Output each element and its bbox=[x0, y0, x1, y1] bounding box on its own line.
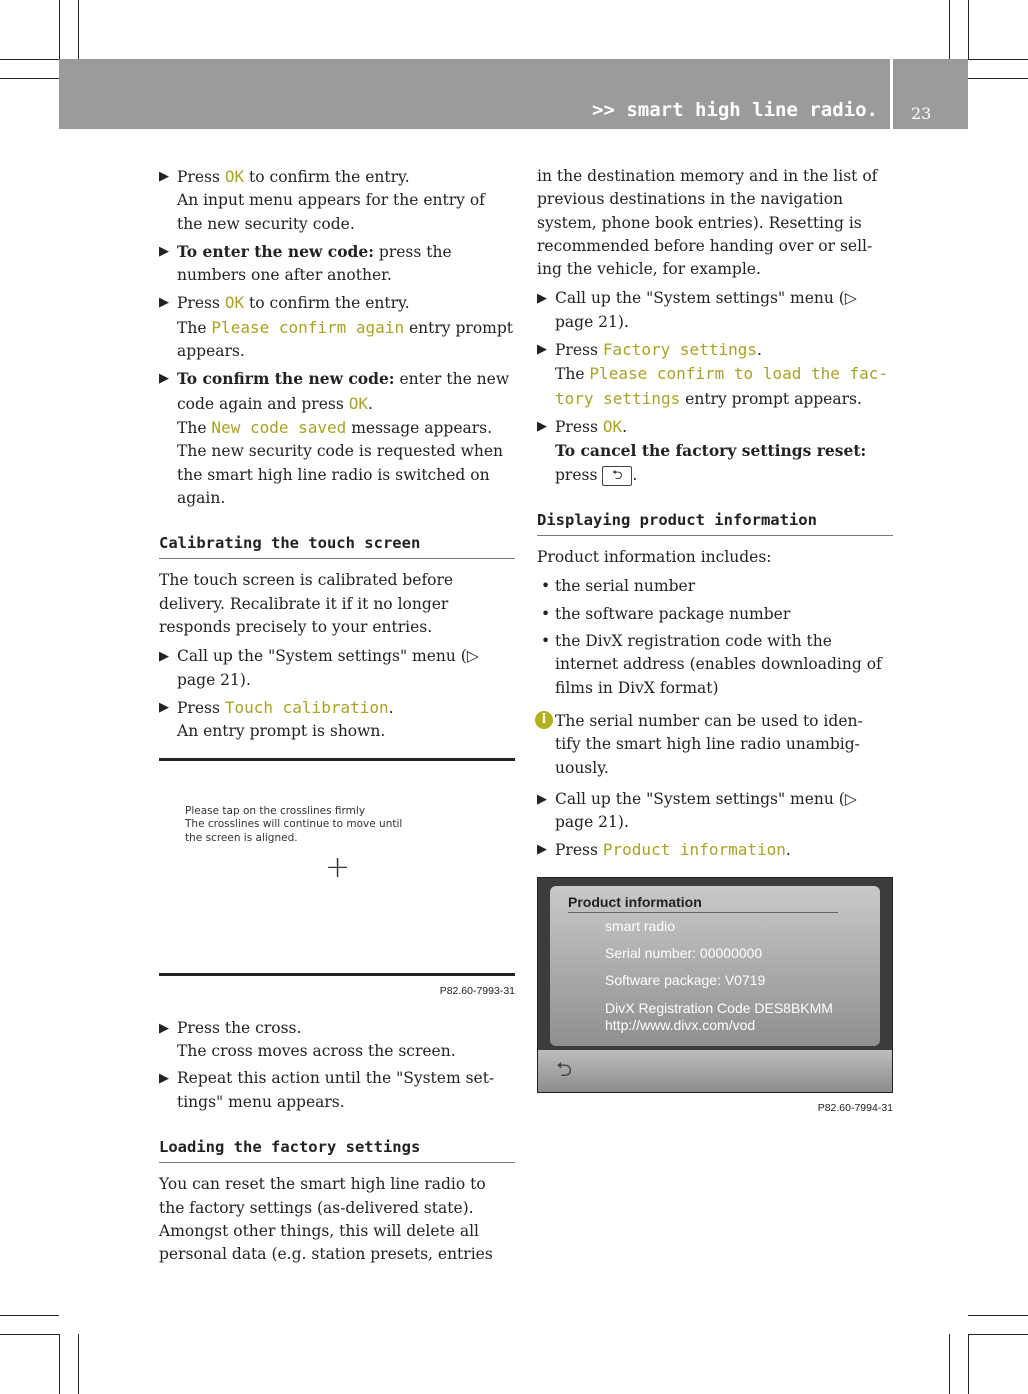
info-row: DivX Registration Code DES8BKMM bbox=[605, 999, 833, 1016]
header-bar bbox=[59, 59, 890, 129]
paragraph: Product information includes: bbox=[537, 548, 772, 567]
step bbox=[159, 1067, 515, 1114]
code-label: New code saved bbox=[211, 417, 347, 437]
list-item: • the software package number bbox=[541, 604, 791, 623]
text: the DivX registration code with the internet address (enables downloading of films in DivX format) bbox=[555, 632, 882, 697]
step-arrow-icon: ▶ bbox=[159, 371, 169, 387]
step-arrow-icon: ▶ bbox=[537, 791, 547, 807]
code-label: OK bbox=[224, 293, 245, 313]
text: Press bbox=[177, 168, 225, 186]
text: An entry prompt is shown. bbox=[177, 722, 386, 741]
divider bbox=[568, 912, 838, 913]
list-item: • the serial number bbox=[541, 577, 696, 596]
text: . bbox=[622, 417, 628, 436]
section-heading: Displaying product information bbox=[537, 509, 893, 536]
text: Call up the "System settings" menu (▷ page 21). bbox=[555, 789, 857, 832]
figure-reference: P82.60-7994-31 bbox=[817, 1101, 893, 1114]
code-label: OK bbox=[224, 167, 245, 186]
info-row: Serial number: 00000000 bbox=[605, 944, 763, 961]
code-label: OK bbox=[602, 416, 623, 436]
text: press bbox=[555, 465, 598, 484]
text: . bbox=[785, 841, 791, 860]
code-label: OK bbox=[348, 393, 368, 413]
step-arrow-icon: ▶ bbox=[159, 1071, 169, 1087]
step-arrow-icon: ▶ bbox=[159, 243, 169, 259]
code-label: Product information bbox=[602, 840, 786, 860]
text: Press bbox=[555, 341, 603, 360]
text: the serial number bbox=[555, 577, 696, 596]
bold-label: To confirm the new code: bbox=[177, 369, 395, 389]
text: enter the new code again and press bbox=[177, 370, 510, 413]
info-row: http://www.divx.com/vod bbox=[605, 1016, 756, 1033]
step-arrow-icon: ▶ bbox=[537, 418, 547, 434]
crosshair-icon[interactable]: + bbox=[325, 849, 351, 885]
text: the software package number bbox=[555, 604, 791, 623]
text: The crosslines will continue to move until bbox=[185, 818, 403, 831]
crop-mark bbox=[949, 1334, 950, 1394]
crop-mark bbox=[968, 78, 1028, 79]
step-arrow-icon: ▶ bbox=[537, 842, 547, 858]
step bbox=[159, 367, 515, 510]
step-arrow-icon: ▶ bbox=[159, 699, 169, 715]
paragraph: The touch screen is calibrated before delivery. Recalibrate it if it no longer responds precisely to your entries. bbox=[159, 571, 454, 637]
step: ▶ Press OK. To cancel the factory settings reset: press ⮌ . bbox=[537, 416, 867, 484]
crop-mark bbox=[0, 1315, 59, 1316]
text: Please tap on the crosslines firmly bbox=[185, 804, 366, 817]
step bbox=[159, 240, 515, 288]
left-column bbox=[159, 165, 515, 1273]
right-column bbox=[537, 165, 893, 1134]
text: The new security code is requested when the smart high line radio is switched on again. bbox=[177, 442, 503, 507]
step-arrow-icon: ▶ bbox=[159, 1020, 169, 1036]
section-heading: Calibrating the touch screen bbox=[159, 532, 515, 559]
text: Press bbox=[555, 841, 603, 860]
step bbox=[537, 788, 893, 835]
text: . bbox=[756, 341, 762, 360]
code-label: Please confirm to load the fac- tory settings bbox=[555, 364, 889, 408]
step-result: An input menu appears for the entry of the new security code. bbox=[177, 191, 485, 233]
code-label: Touch calibration bbox=[224, 697, 389, 717]
text: Call up the "System settings" menu (▷ page 21). bbox=[177, 647, 479, 689]
step bbox=[159, 291, 515, 363]
step bbox=[159, 696, 515, 744]
figure-reference: P82.60-7993-31 bbox=[439, 984, 515, 997]
crop-mark bbox=[968, 59, 1028, 60]
text: Repeat this action until the "System set- tings" menu appears. bbox=[177, 1069, 495, 1111]
step bbox=[159, 165, 515, 236]
text: . bbox=[367, 394, 373, 413]
screen-message bbox=[185, 805, 402, 846]
step-arrow-icon: ▶ bbox=[159, 649, 169, 665]
step bbox=[537, 338, 893, 411]
bold-label: To cancel the factory settings reset: bbox=[555, 441, 867, 461]
text: The bbox=[177, 418, 212, 437]
panel-title: Product information bbox=[568, 893, 702, 910]
text: to confirm the entry. bbox=[244, 168, 410, 186]
info-row: smart radio bbox=[605, 917, 676, 934]
step bbox=[159, 645, 515, 692]
text: entry prompt appears. bbox=[680, 389, 862, 408]
text: Press bbox=[555, 417, 603, 436]
crop-mark bbox=[0, 78, 59, 79]
calibration-screenshot bbox=[159, 758, 515, 976]
text: the screen is aligned. bbox=[185, 831, 298, 844]
crop-mark bbox=[0, 59, 59, 60]
crop-mark bbox=[949, 0, 950, 59]
text: message appears. bbox=[346, 418, 493, 437]
crop-mark bbox=[0, 1334, 59, 1335]
crop-mark bbox=[78, 0, 79, 59]
crop-mark bbox=[968, 1334, 1028, 1335]
product-info-panel bbox=[550, 886, 880, 1046]
step bbox=[537, 287, 893, 334]
crop-mark bbox=[968, 1334, 969, 1394]
step bbox=[537, 838, 893, 862]
step-arrow-icon: ▶ bbox=[159, 169, 169, 184]
text: The serial number can be used to iden- tify the smart high line radio unambig- uously. bbox=[555, 711, 863, 777]
page-number-box bbox=[893, 59, 968, 129]
step-arrow-icon: ▶ bbox=[159, 295, 169, 311]
crop-mark bbox=[968, 1315, 1028, 1316]
list-item: • the DivX registration code with the internet address (enables downloading of films in DivX format) bbox=[541, 632, 882, 697]
paragraph: You can reset the smart high line radio to the factory settings (as-delivered state). Amongst other things, this will delete all personal data (e.g. station presets, entries bbox=[159, 1175, 493, 1264]
crop-mark bbox=[59, 0, 60, 59]
text: The bbox=[177, 318, 212, 337]
bold-label: To enter the new code: bbox=[177, 241, 374, 261]
code-label: Please confirm again bbox=[211, 317, 405, 337]
text: . bbox=[388, 698, 394, 717]
page-number: 23 bbox=[911, 104, 932, 123]
product-info-screenshot bbox=[537, 877, 893, 1093]
text: to confirm the entry. bbox=[244, 294, 410, 313]
info-row: Software package: V0719 bbox=[605, 971, 766, 988]
text: The bbox=[555, 365, 590, 384]
text: The cross moves across the screen. bbox=[177, 1042, 456, 1061]
crop-mark bbox=[78, 1334, 79, 1394]
paragraph: in the destination memory and in the list of previous destinations in the navigation system, phone book entries). Resetting is recommended before handing over or sell- ing the vehicle, for example. bbox=[537, 167, 878, 279]
crop-mark bbox=[968, 0, 969, 59]
back-key-icon: ⮌ bbox=[602, 466, 632, 486]
section-heading: Loading the factory settings bbox=[159, 1136, 515, 1163]
text: press the numbers one after another. bbox=[177, 242, 452, 285]
text: Press bbox=[177, 294, 225, 313]
info-note bbox=[537, 710, 893, 780]
step bbox=[159, 1017, 515, 1064]
text: Press the cross. bbox=[177, 1018, 302, 1037]
info-icon: i bbox=[535, 711, 553, 729]
step-arrow-icon: ▶ bbox=[537, 342, 547, 358]
text: entry prompt appears. bbox=[177, 318, 513, 361]
back-icon[interactable]: ⮌ bbox=[556, 1056, 573, 1081]
step-arrow-icon: ▶ bbox=[537, 291, 547, 307]
text: Call up the "System settings" menu (▷ page 21). bbox=[555, 289, 857, 331]
crop-mark bbox=[59, 1334, 60, 1394]
header-title: >> smart high line radio. bbox=[592, 99, 878, 121]
text: Press bbox=[177, 698, 225, 717]
code-label: Factory settings bbox=[602, 340, 757, 360]
screen-footer bbox=[538, 1050, 892, 1092]
